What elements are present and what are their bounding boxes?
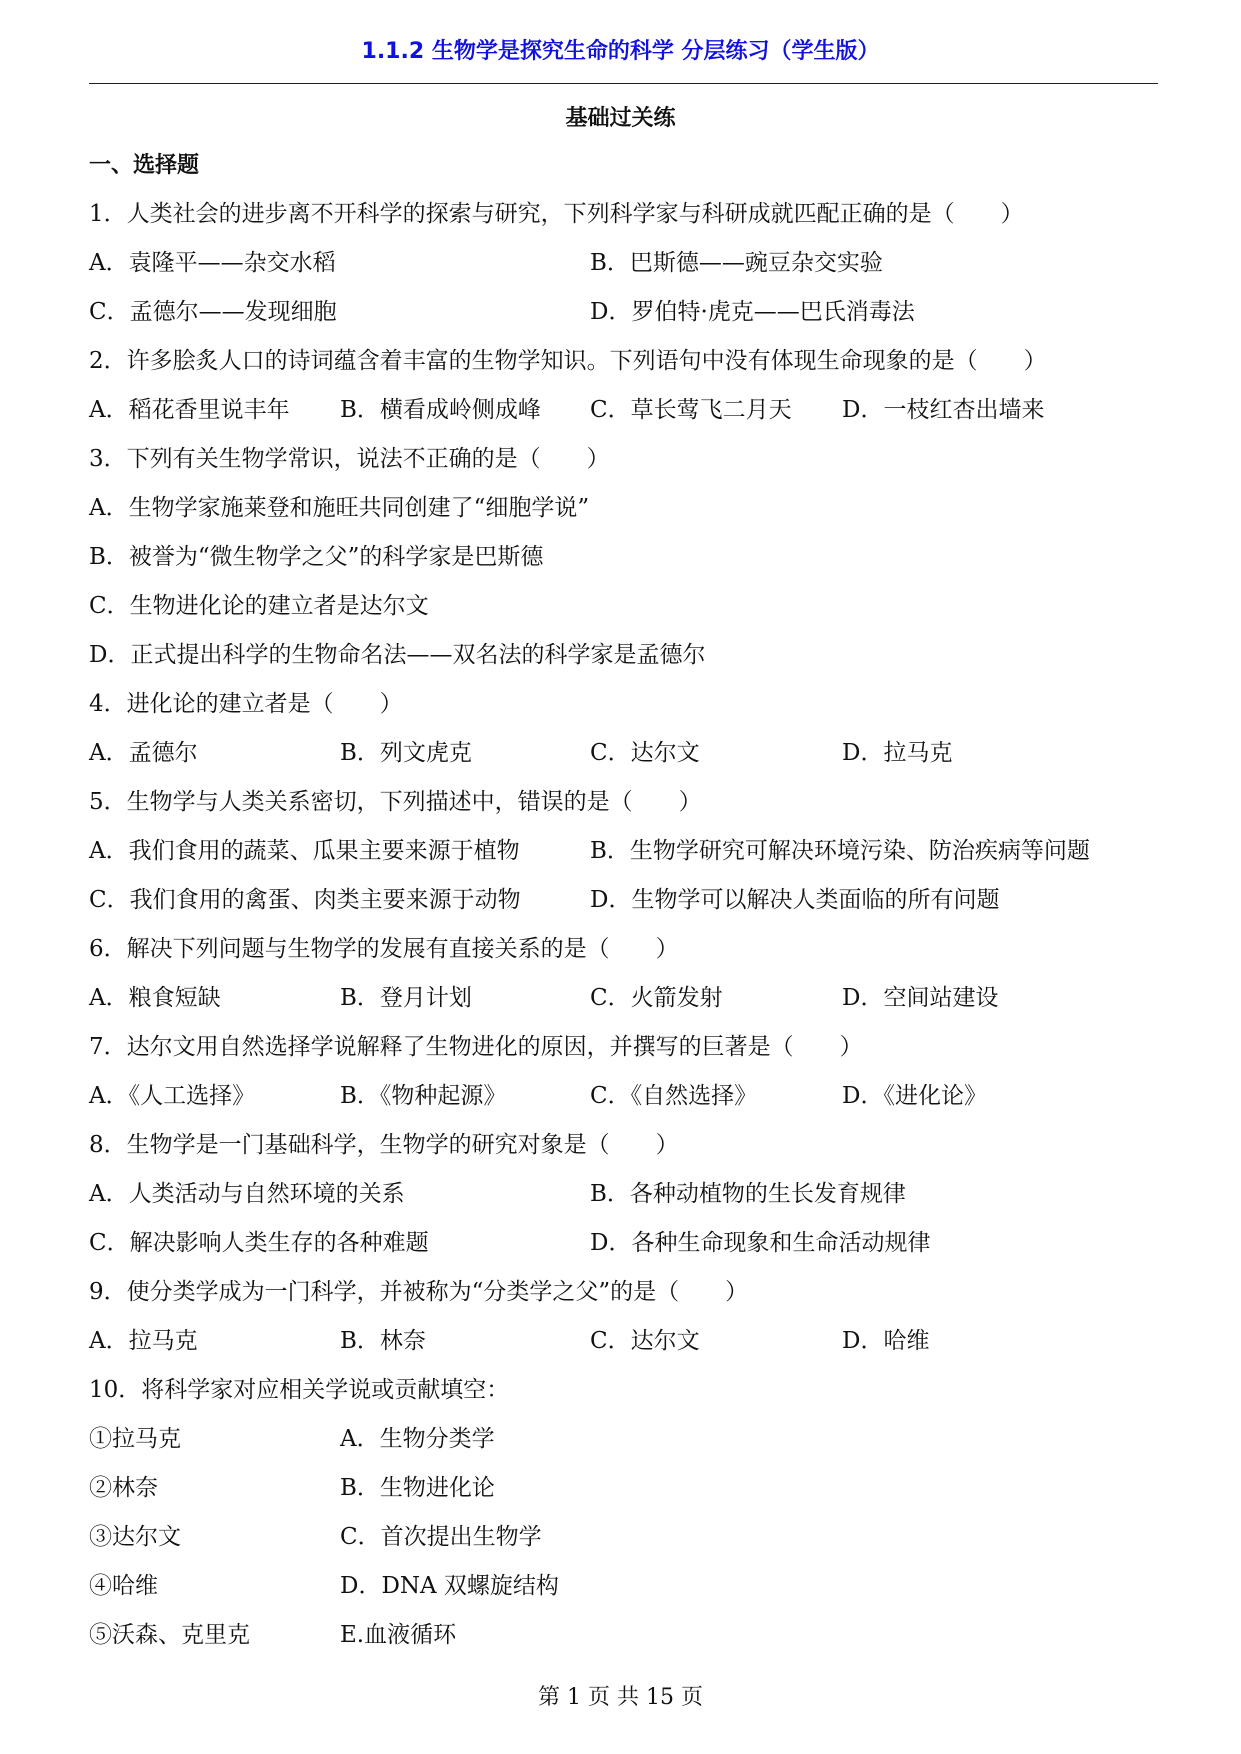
question-2-options bbox=[89, 386, 1169, 435]
question-7-option-d: D．《进化论》 bbox=[842, 1083, 987, 1109]
question-1-options-row-1 bbox=[89, 239, 1169, 288]
question-1-stem: 1．人类社会的进步离不开科学的探索与研究，下列科学家与科研成就匹配正确的是（ ） bbox=[89, 201, 1024, 227]
question-9-option-c: C．达尔文 bbox=[590, 1328, 700, 1354]
question-5-option-c: C．我们食用的禽蛋、肉类主要来源于动物 bbox=[89, 887, 521, 913]
question-5-stem: 5．生物学与人类关系密切，下列描述中，错误的是（ ） bbox=[89, 789, 702, 815]
question-4-stem: 4．进化论的建立者是（ ） bbox=[89, 691, 403, 717]
question-6-option-a: A．粮食短缺 bbox=[89, 985, 221, 1011]
question-1-option-b: B．巴斯德——豌豆杂交实验 bbox=[590, 250, 883, 276]
question-9-options bbox=[89, 1317, 1169, 1366]
question-7-stem: 7．达尔文用自然选择学说解释了生物进化的原因，并撰写的巨著是（ ） bbox=[89, 1034, 863, 1060]
question-10-contribution-b: B．生物进化论 bbox=[340, 1475, 495, 1501]
question-8-options-row-2 bbox=[89, 1219, 1169, 1268]
question-10-contribution-d: D．DNA 双螺旋结构 bbox=[340, 1573, 559, 1599]
question-1-option-a: A．袁隆平——杂交水稻 bbox=[89, 250, 336, 276]
header-divider bbox=[89, 83, 1158, 84]
question-10-scientist-5: ⑤沃森、克里克 bbox=[89, 1622, 250, 1648]
question-list bbox=[89, 190, 1169, 1660]
page-title: 1.1.2 生物学是探究生命的科学 分层练习（学生版） bbox=[361, 39, 880, 64]
question-6-option-b: B．登月计划 bbox=[340, 985, 472, 1011]
question-6-option-c: C．火箭发射 bbox=[590, 985, 723, 1011]
question-7-option-c: C．《自然选择》 bbox=[590, 1083, 758, 1109]
question-5-option-d: D．生物学可以解决人类面临的所有问题 bbox=[590, 887, 1000, 913]
question-10-contribution-a: A．生物分类学 bbox=[340, 1426, 495, 1452]
question-10-pair-4 bbox=[89, 1562, 1169, 1611]
question-7-option-a: A．《人工选择》 bbox=[89, 1083, 256, 1109]
question-2-option-b: B．横看成岭侧成峰 bbox=[340, 397, 541, 423]
question-3-option-a: A．生物学家施莱登和施旺共同创建了“细胞学说” bbox=[89, 495, 590, 521]
question-10-pair-1 bbox=[89, 1415, 1169, 1464]
question-3-option-c: C．生物进化论的建立者是达尔文 bbox=[89, 593, 429, 619]
question-3-stem: 3．下列有关生物学常识，说法不正确的是（ ） bbox=[89, 446, 610, 472]
question-5-option-b: B．生物学研究可解决环境污染、防治疾病等问题 bbox=[590, 838, 1090, 864]
question-9-option-b: B．林奈 bbox=[340, 1328, 426, 1354]
question-8-option-a: A．人类活动与自然环境的关系 bbox=[89, 1181, 405, 1207]
question-5-options-row-1 bbox=[89, 827, 1169, 876]
question-1-options-row-2 bbox=[89, 288, 1169, 337]
question-10-pair-2 bbox=[89, 1464, 1169, 1513]
question-10-contribution-e: E.血液循环 bbox=[340, 1622, 457, 1648]
section-title: 基础过关练 bbox=[565, 106, 676, 131]
question-8-option-d: D．各种生命现象和生命活动规律 bbox=[590, 1230, 931, 1256]
question-9-stem: 9．使分类学成为一门科学，并被称为“分类学之父”的是（ ） bbox=[89, 1279, 749, 1305]
question-4-option-c: C．达尔文 bbox=[590, 740, 700, 766]
question-2-stem: 2．许多脍炙人口的诗词蕴含着丰富的生物学知识。下列语句中没有体现生命现象的是（ ） bbox=[89, 348, 1047, 374]
question-2-option-c: C．草长莺飞二月天 bbox=[590, 397, 792, 423]
question-3-option-b: B．被誉为“微生物学之父”的科学家是巴斯德 bbox=[89, 544, 544, 570]
question-10-scientist-3: ③达尔文 bbox=[89, 1524, 181, 1550]
question-9-option-a: A．拉马克 bbox=[89, 1328, 198, 1354]
question-4-option-a: A．孟德尔 bbox=[89, 740, 198, 766]
question-6-options bbox=[89, 974, 1169, 1023]
question-8-option-b: B．各种动植物的生长发育规律 bbox=[590, 1181, 906, 1207]
question-1-option-c: C．孟德尔——发现细胞 bbox=[89, 299, 337, 325]
question-9-option-d: D．哈维 bbox=[842, 1328, 930, 1354]
question-10-scientist-1: ①拉马克 bbox=[89, 1426, 181, 1452]
question-2-option-a: A．稻花香里说丰年 bbox=[89, 397, 290, 423]
part-heading: 一、选择题 bbox=[89, 153, 200, 178]
question-2-option-d: D．一枝红杏出墙来 bbox=[842, 397, 1045, 423]
question-7-option-b: B．《物种起源》 bbox=[340, 1083, 507, 1109]
question-8-options-row-1 bbox=[89, 1170, 1169, 1219]
question-10-scientist-2: ②林奈 bbox=[89, 1475, 158, 1501]
question-4-option-d: D．拉马克 bbox=[842, 740, 953, 766]
question-8-stem: 8．生物学是一门基础科学，生物学的研究对象是（ ） bbox=[89, 1132, 679, 1158]
question-5-option-a: A．我们食用的蔬菜、瓜果主要来源于植物 bbox=[89, 838, 520, 864]
question-4-option-b: B．列文虎克 bbox=[340, 740, 472, 766]
question-10-pair-5 bbox=[89, 1611, 1169, 1660]
question-8-option-c: C．解决影响人类生存的各种难题 bbox=[89, 1230, 429, 1256]
question-10-scientist-4: ④哈维 bbox=[89, 1573, 158, 1599]
question-10-pair-3 bbox=[89, 1513, 1169, 1562]
question-3-option-d: D．正式提出科学的生物命名法——双名法的科学家是孟德尔 bbox=[89, 642, 706, 668]
question-10-contribution-c: C．首次提出生物学 bbox=[340, 1524, 542, 1550]
question-1-option-d: D．罗伯特·虎克——巴氏消毒法 bbox=[590, 299, 915, 325]
question-10-stem: 10．将科学家对应相关学说或贡献填空： bbox=[89, 1377, 510, 1403]
question-4-options bbox=[89, 729, 1169, 778]
question-6-option-d: D．空间站建设 bbox=[842, 985, 999, 1011]
question-6-stem: 6．解决下列问题与生物学的发展有直接关系的是（ ） bbox=[89, 936, 679, 962]
question-5-options-row-2 bbox=[89, 876, 1169, 925]
question-7-options bbox=[89, 1072, 1169, 1121]
page-number: 第 1 页 共 15 页 bbox=[538, 1685, 703, 1710]
